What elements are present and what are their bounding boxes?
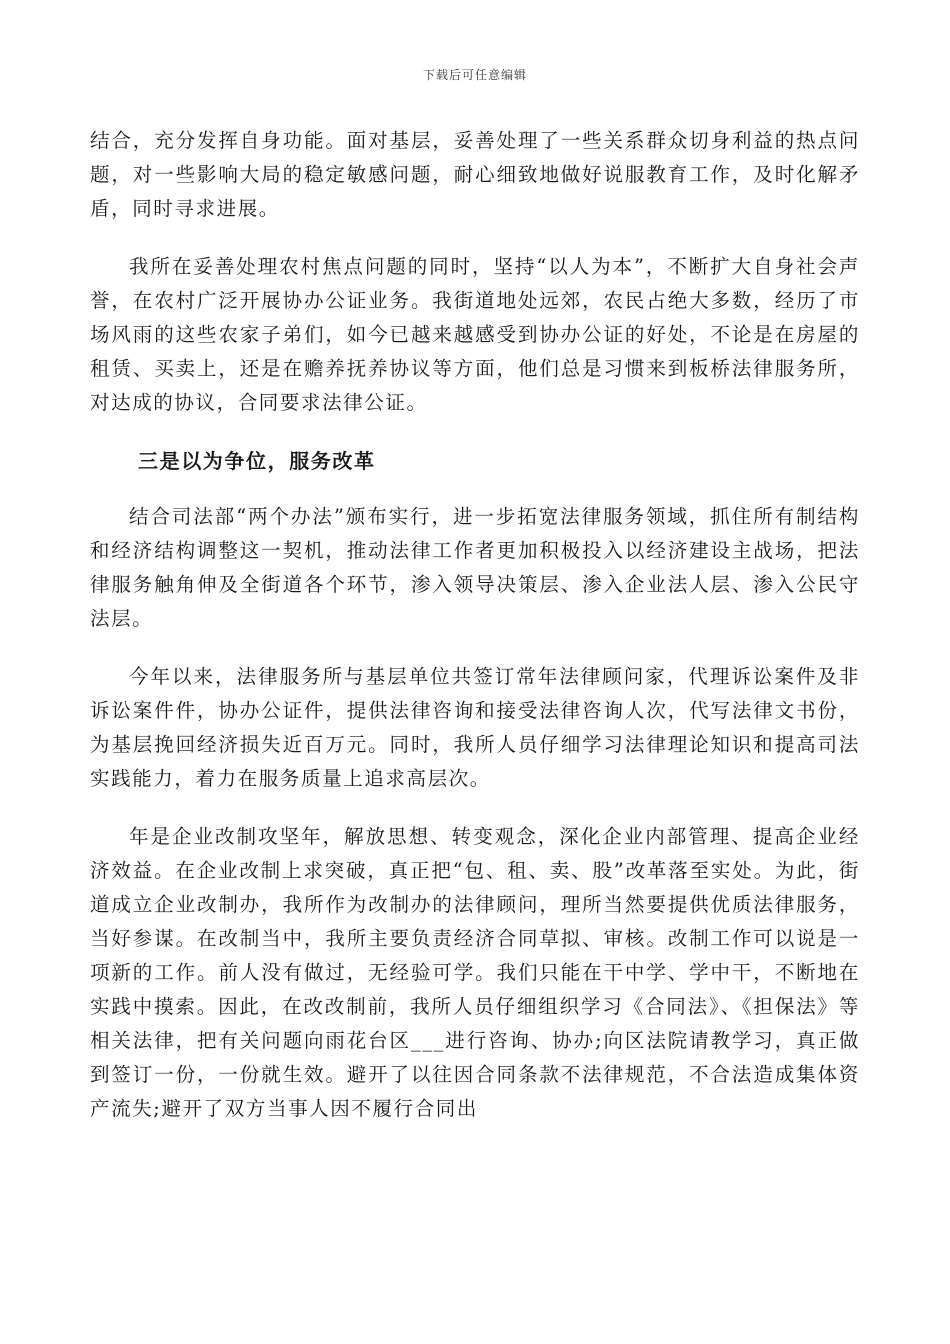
paragraph-3: 结合司法部“两个办法”颁布实行，进一步拓宽法律服务领域，抓住所有制结构和经济结构调整这一契机，推动法律工作者更加积极投入以经济建设主战场，把法律服务触角伸及全街道各个环节，渗入领导决策层、渗入企业法人层、渗入公民守法层。 [90,505,860,630]
paragraph-1: 结合，充分发挥自身功能。面对基层，妥善处理了一些关系群众切身利益的热点问题，对一些影响大局的稳定敏感问题，耐心细致地做好说服教育工作，及时化解矛盾，同时寻求进展。 [90,129,860,220]
section-heading: 三是以为争位，服务改革 [138,449,376,473]
paragraph-5: 年是企业改制攻坚年，解放思想、转变观念，深化企业内部管理、提高企业经济效益。在企业改制上求突破，真正把“包、租、卖、股”改革落至实处。为此，街道成立企业改制办，我所作为改制办的法律顾问，理所当然要提供优质法律服务，当好参谋。在改制当中，我所主要负责经济合同草拟、审核。改制工作可以说是一项新的工作。前人没有做过，无经验可学。我们只能在干中学、学中干，不断地在实践中摸索。因此，在改改制前，我所人员仔细组织学习《合同法》、《担保法》等相关法律，把有关问题向雨花台区___进行咨询、协办;向区法院请教学习，真正做到签订一份，一份就生效。避开了以往因合同条款不法律规范，不合法造成集体资产流失;避开了双方当事人因不履行合同出 [90,825,860,1120]
document-body [90,124,860,1150]
paragraph-4: 今年以来，法律服务所与基层单位共签订常年法律顾问家，代理诉讼案件及非诉讼案件件，协办公证件，提供法律咨询和接受法律咨询人次，代写法律文书份，为基层挽回经济损失近百万元。同时，我所人员仔细学习法律理论知识和提高司法实践能力，着力在服务质量上追求高层次。 [90,665,860,790]
paragraph-2: 我所在妥善处理农村焦点问题的同时，坚持“以人为本”，不断扩大自身社会声誉，在农村广泛开展协办公证业务。我街道地处远郊，农民占绝大多数，经历了市场风雨的这些农家子弟们，如今已越来越感受到协办公证的好处，不论是在房屋的租赁、买卖上，还是在赡养抚养协议等方面，他们总是习惯来到板桥法律服务所，对达成的协议，合同要求法律公证。 [90,255,860,414]
page-header: 下载后可任意编辑 [422,68,527,82]
